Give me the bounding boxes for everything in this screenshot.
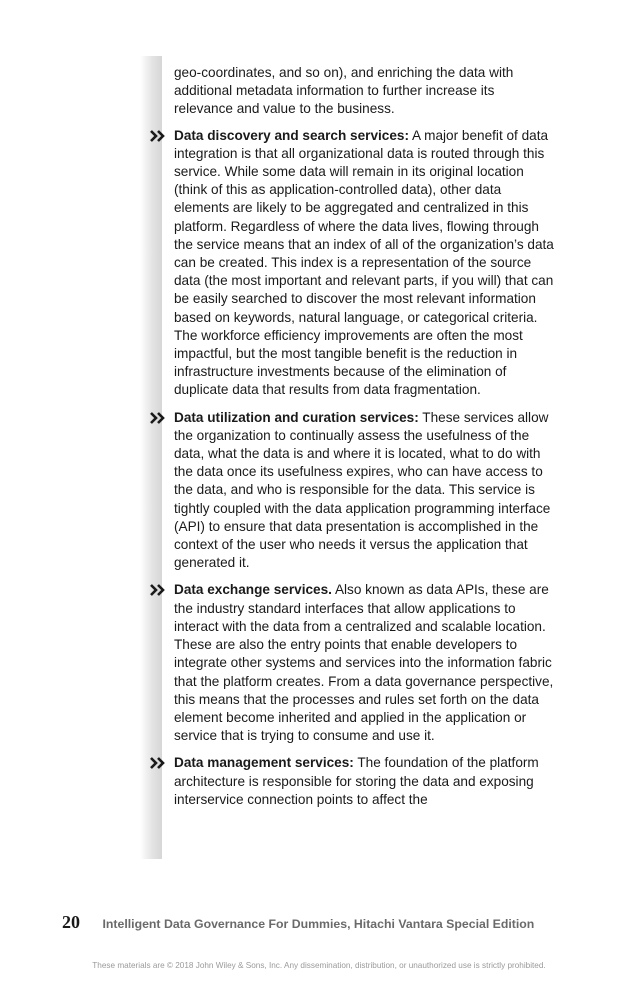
double-chevron-right-icon [149, 582, 167, 598]
bullet-text: These services allow the organization to continually assess the usefulness of the data, what the data is and where it is located, what to do with the data once its usefulness expires, who can have access to the data, and who is responsible for the data. This service is tightly coupled with the data application programming interface (API) to ensure that data presentation is accomplished in the context of the user who needs it versus the application that generated it. [174, 409, 551, 571]
bullet-title: Data utilization and curation services: [174, 409, 419, 425]
page-number: 20 [62, 912, 80, 932]
bullet-title: Data discovery and search services: [174, 127, 410, 143]
bullet-title: Data management services: [174, 755, 354, 771]
double-chevron-right-icon [149, 410, 167, 426]
body-text [174, 64, 554, 818]
book-title: Intelligent Data Governance For Dummies, Hitachi Vantara Special Edition [102, 917, 535, 931]
bullet-text: The foundation of the platform architecture is responsible for storing the data and exposing interservice connection points to affect the [174, 755, 539, 807]
intro-paragraph: geo-coordinates, and so on), and enriching the data with additional metadata information to further increase its relevance and value to the business. [174, 65, 514, 117]
bullet-item-data-management [174, 754, 554, 809]
bullet-item-data-exchange [174, 581, 554, 745]
bullet-text: A major benefit of data integration is that all organizational data is routed through this service. While some data will remain in its original location (think of this as application-controlled data), other data elements are likely to be aggregated and centralized in this platform. Regardless of where the data lives, flowing through the service means that an index of all of the organization’s data can be created. This index is a representation of the source data (the most important and relevant parts, if you will) that can be easily searched to discover the most relevant information based on keywords, natural language, or categorical criteria. The workforce efficiency improvements are often the most impactful, but the most tangible benefit is the reduction in infrastructure investments because of the elimination of duplicate data that results from data fragmentation. [174, 127, 554, 398]
bullet-item-data-discovery [174, 127, 554, 400]
bullet-title: Data exchange services. [174, 582, 332, 598]
double-chevron-right-icon [149, 128, 167, 144]
bullet-item-data-utilization [174, 409, 554, 573]
copyright-notice: These materials are © 2018 John Wiley & Sons, Inc. Any dissemination, distribution, or unauthorized use is strictly prohibited. [92, 961, 546, 970]
double-chevron-right-icon [149, 755, 167, 771]
margin-shade-bar [140, 56, 162, 859]
bullet-text: Also known as data APIs, these are the industry standard interfaces that allow applications to interact with the data from a centralized and scalable location. These are also the entry points that enable developers to integrate other systems and services into the information fabric that the platform creates. From a data governance perspective, this means that the processes and rules set forth on the data element become inherited and applied in the application or service that is trying to consume and use it. [174, 582, 554, 744]
page-footer [62, 912, 582, 933]
